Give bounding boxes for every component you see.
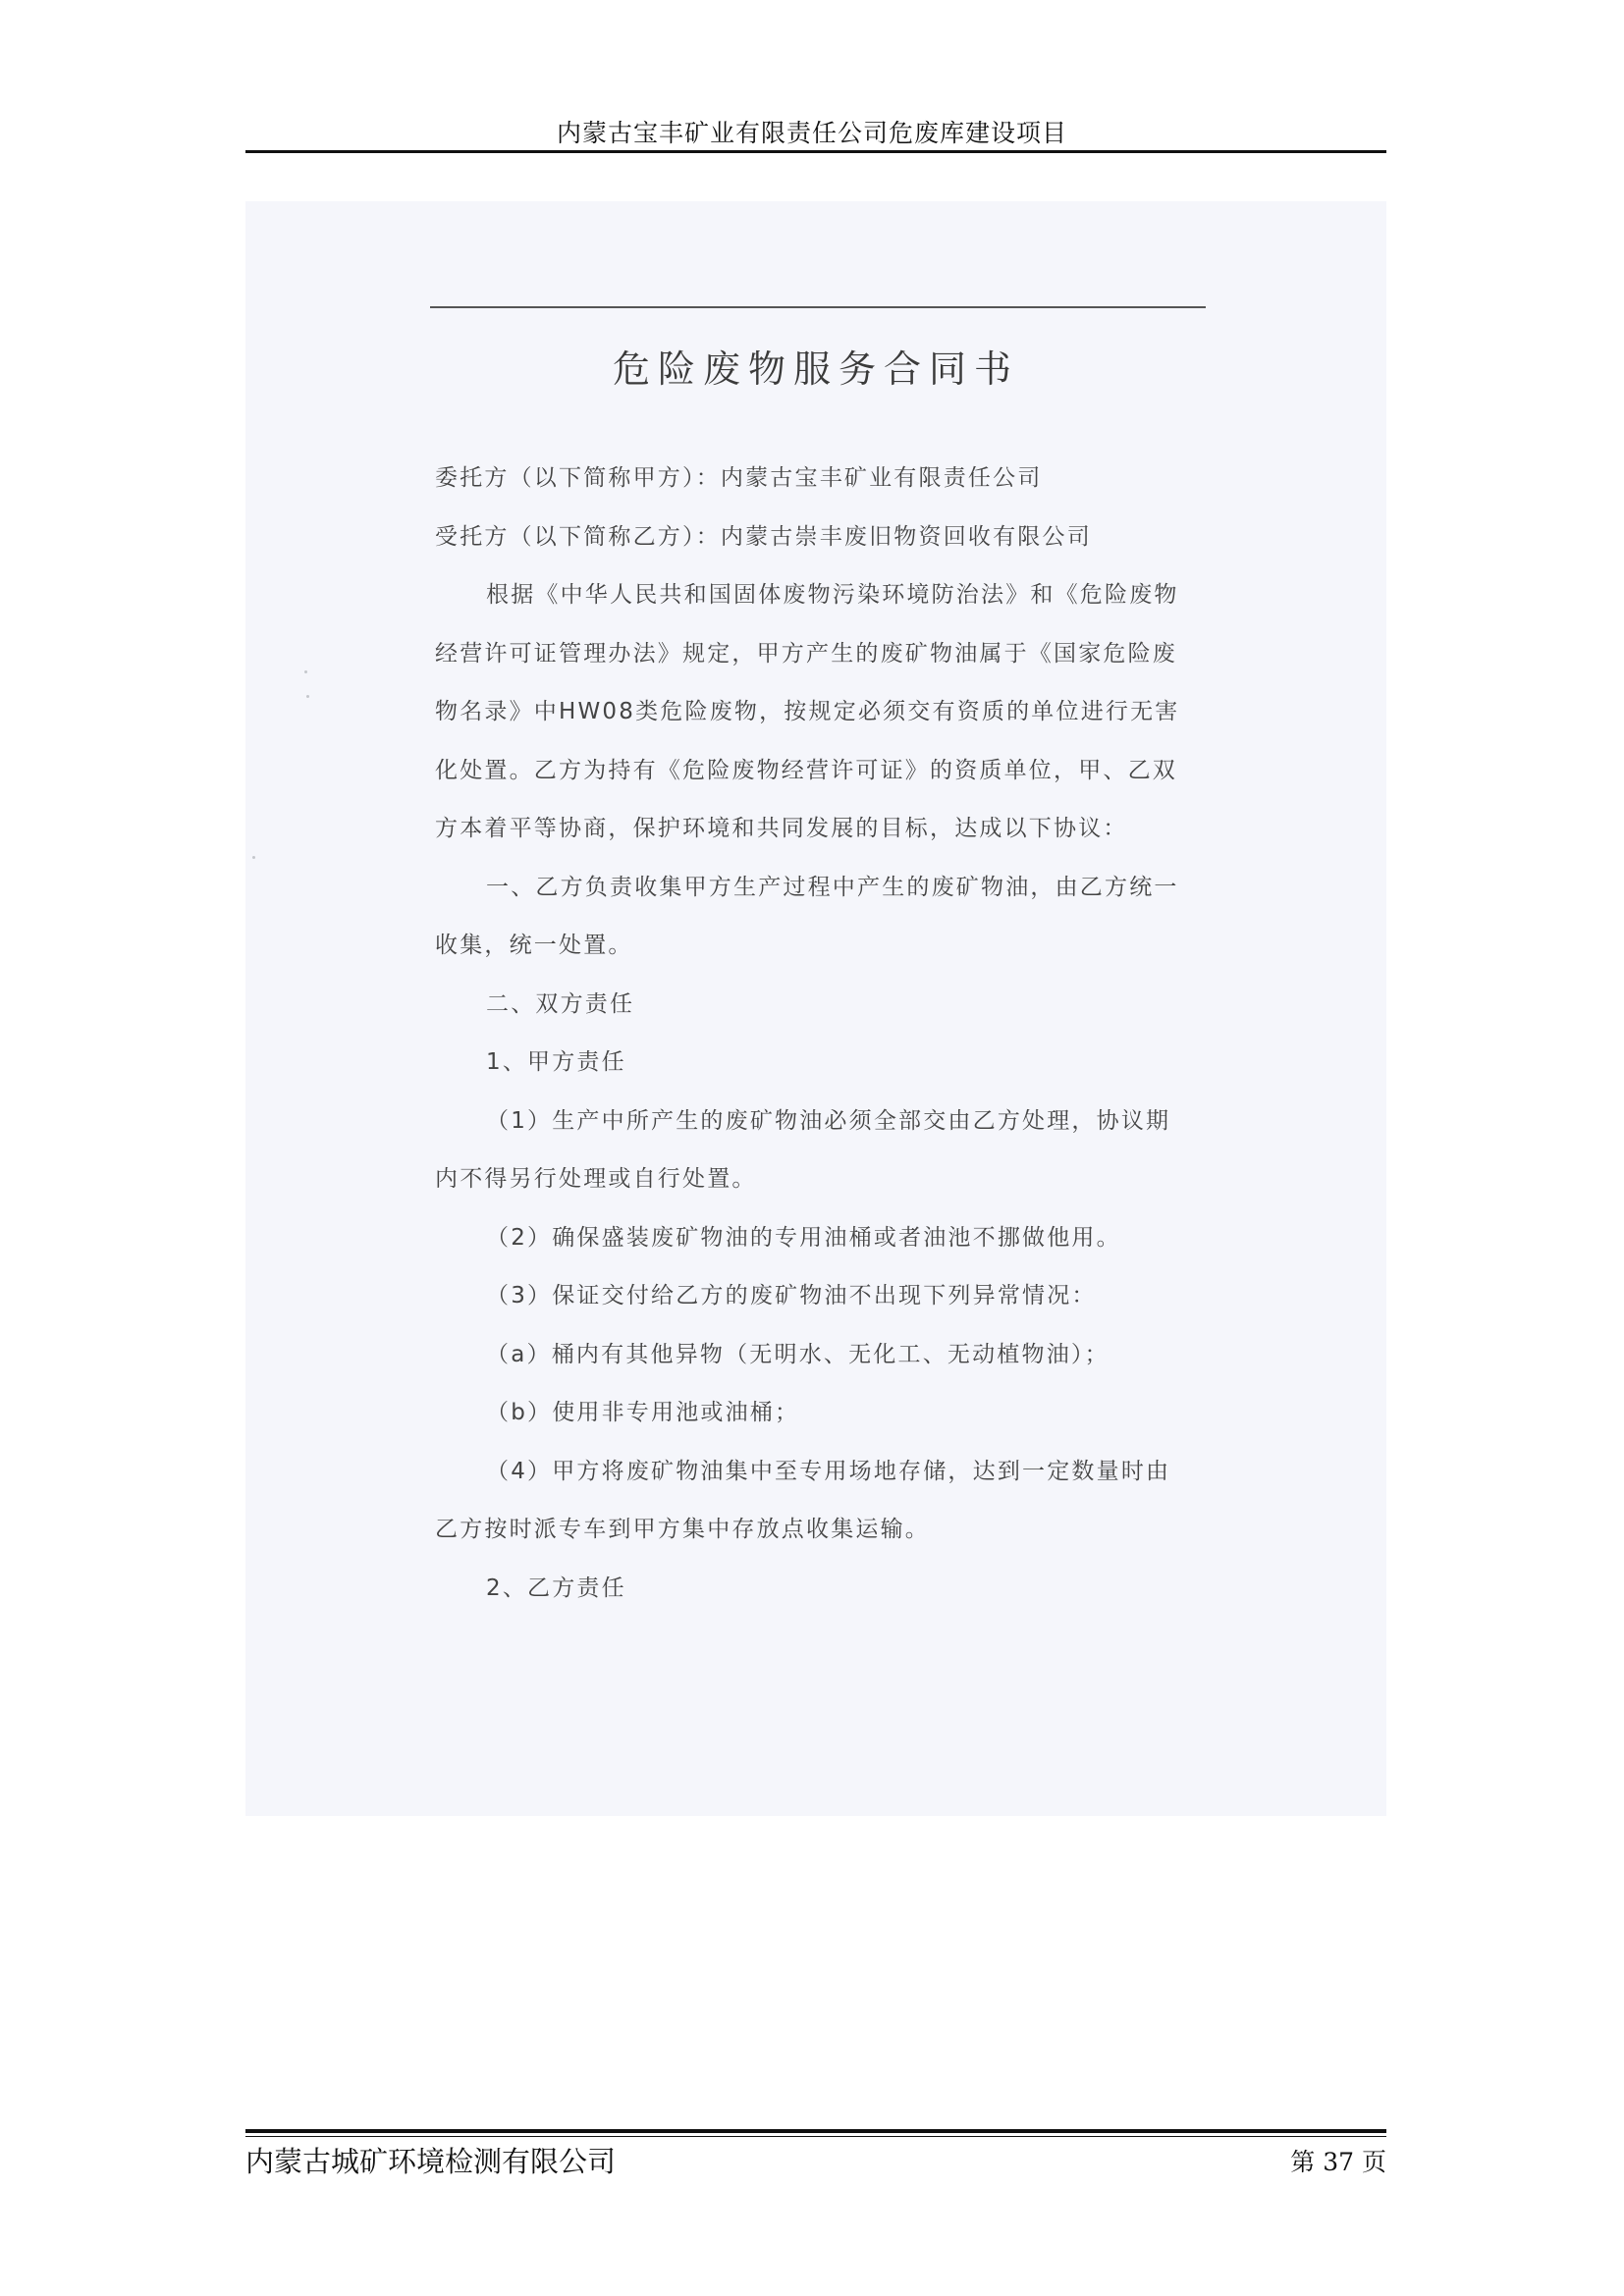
header-rule <box>245 150 1386 153</box>
contract-line: 收集，统一处置。 <box>435 933 633 958</box>
contract-line: （2）确保盛装废矿物油的专用油桶或者油池不挪做他用。 <box>486 1224 1121 1251</box>
contract-line: （3）保证交付给乙方的废矿物油不出现下列异常情况： <box>486 1283 1097 1308</box>
contract-line: 乙方按时派专车到甲方集中存放点收集运输。 <box>435 1517 930 1542</box>
contract-line: 2、乙方责任 <box>486 1575 626 1601</box>
contract-line: 1、甲方责任 <box>486 1049 626 1075</box>
contract-line: （1）生产中所产生的废矿物油必须全部交由乙方处理，协议期 <box>486 1107 1171 1134</box>
contract-line: 内不得另行处理或自行处置。 <box>435 1166 757 1192</box>
contract-top-rule <box>430 306 1206 308</box>
contract-line: （b）使用非专用池或油桶； <box>486 1400 800 1425</box>
contract-line: 物名录》中HW08类危险废物，按规定必须交有资质的单位进行无害 <box>435 699 1180 724</box>
contract-line: 方本着平等协商，保护环境和共同发展的目标，达成以下协议： <box>435 816 1128 841</box>
contract-line: （4）甲方将废矿物油集中至专用场地存储，达到一定数量时由 <box>486 1458 1171 1484</box>
footer-rule <box>245 2129 1386 2133</box>
scan-speck <box>252 856 255 859</box>
contract-line: 根据《中华人民共和国固体废物污染环境防治法》和《危险废物 <box>486 582 1179 608</box>
contract-line: 化处置。乙方为持有《危险废物经营许可证》的资质单位，甲、乙双 <box>435 757 1177 783</box>
scan-speck <box>304 670 307 673</box>
contract-line: （a）桶内有其他异物（无明水、无化工、无动植物油）； <box>486 1341 1110 1367</box>
contract-line: 一、乙方负责收集甲方生产过程中产生的废矿物油，由乙方统一 <box>486 874 1179 900</box>
contract-line: 二、双方责任 <box>486 990 635 1017</box>
scan-speck <box>306 695 309 698</box>
page-number: 第 37 页 <box>1290 2148 1386 2176</box>
footer-rule-thin <box>245 2136 1386 2137</box>
footer-company: 内蒙古城矿环境检测有限公司 <box>245 2145 617 2178</box>
contract-line: 委托方（以下简称甲方）：内蒙古宝丰矿业有限责任公司 <box>435 465 1043 491</box>
scanned-contract-page <box>245 201 1386 1816</box>
contract-body <box>435 450 1203 1618</box>
running-header-title: 内蒙古宝丰矿业有限责任公司危废库建设项目 <box>556 119 1067 147</box>
contract-line: 受托方（以下简称乙方）：内蒙古崇丰废旧物资回收有限公司 <box>435 523 1092 550</box>
contract-line: 经营许可证管理办法》规定，甲方产生的废矿物油属于《国家危险废 <box>435 640 1177 667</box>
contract-title: 危险废物服务合同书 <box>612 347 1019 391</box>
